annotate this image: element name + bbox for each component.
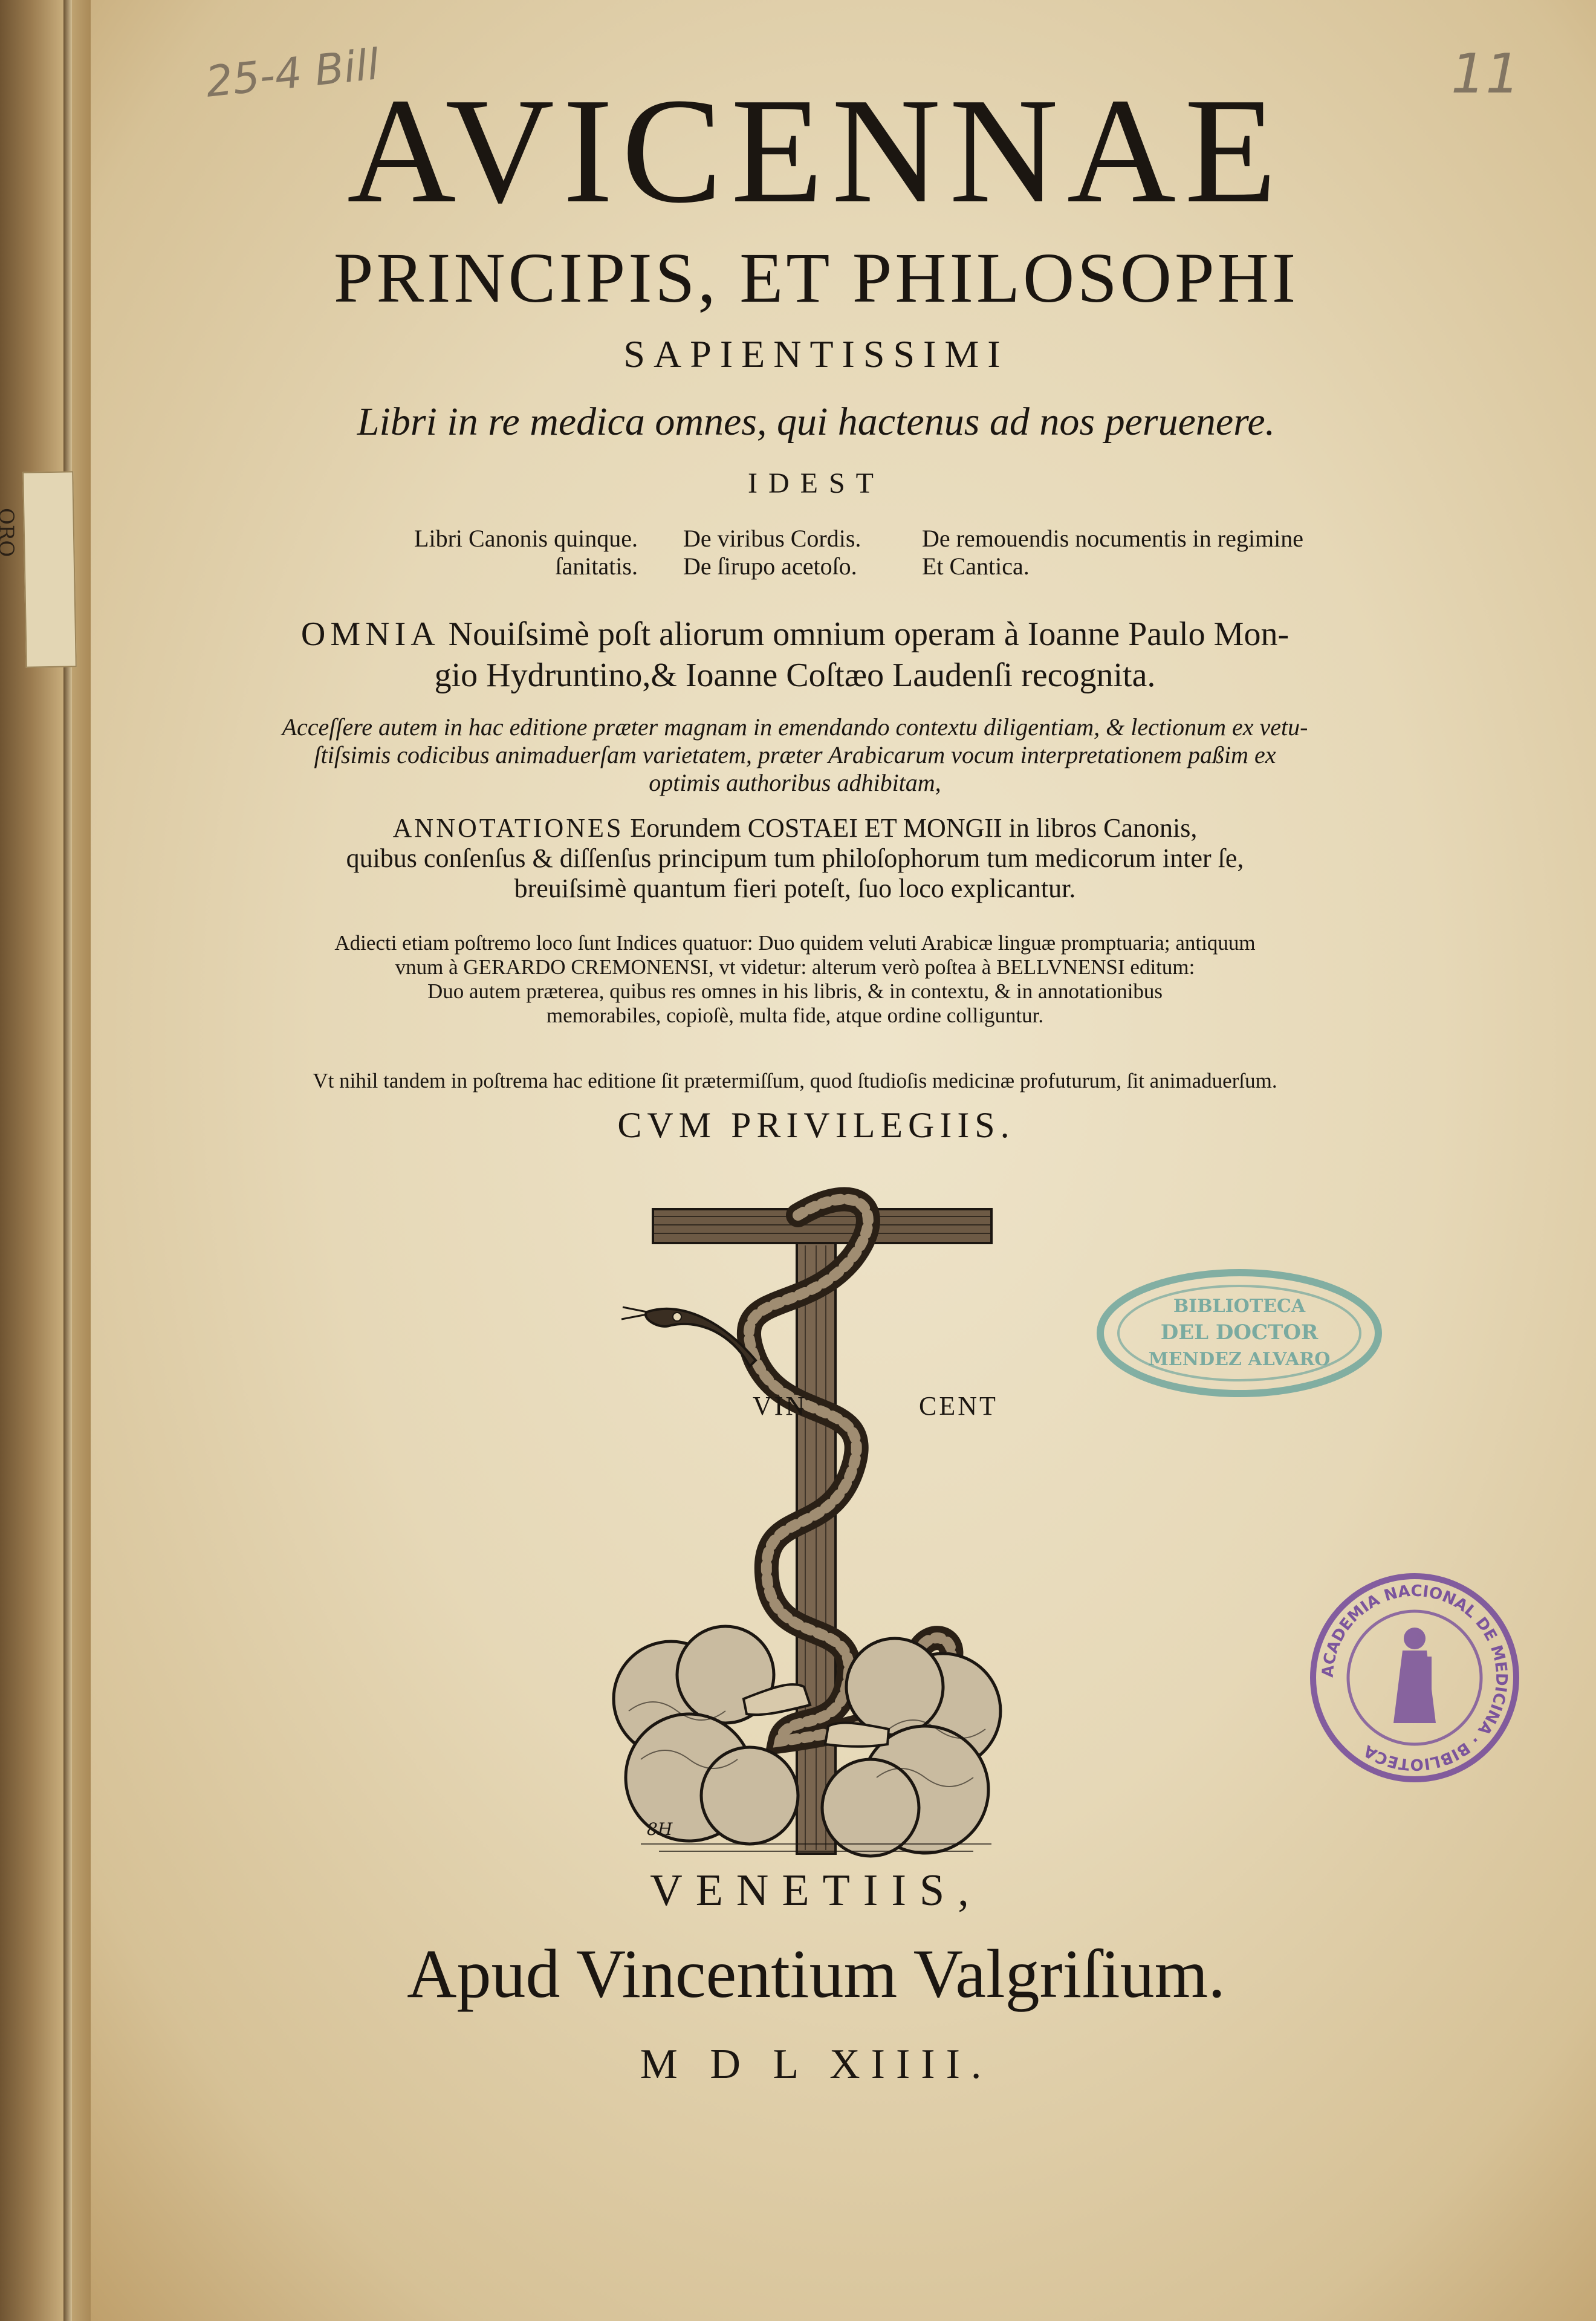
omnia-paragraph xyxy=(181,614,1409,696)
adiecti-line: vnum à GERARDO CREMONENSI, vt videtur: alterum verò poſtea à BELLVNENSI editum: xyxy=(395,955,1195,979)
contents-item: De viribus Cordis. xyxy=(683,525,861,552)
contents-item: ſanitatis. xyxy=(555,553,638,580)
spine-label xyxy=(22,471,77,667)
annotationes-lead: ANNOTATIONES xyxy=(392,813,624,843)
adiecti-line: Adiecti etiam poſtremo loco ſunt Indices quatuor: Duo quidem veluti Arabicæ linguæ promptuaria; antiquum xyxy=(334,931,1256,955)
title-main: AVICENNAE xyxy=(347,67,1285,235)
stamp-blue-line: MENDEZ ALVARO xyxy=(1148,1349,1331,1370)
book-binding xyxy=(0,0,91,2321)
omnia-line-2: gio Hydruntino,& Ioanne Coſtæo Laudenſi recognita. xyxy=(434,657,1156,694)
annotationes-paragraph xyxy=(181,813,1409,904)
adiecti-line: memorabiles, copioſè, multa fide, atque ordine colliguntur. xyxy=(546,1004,1044,1027)
device-motto-right: CENT xyxy=(919,1391,998,1421)
handwritten-shelfmark: 25-4 Bill xyxy=(203,39,381,107)
subtitle: Libri in re medica omnes, qui hactenus ad nos peruenere. xyxy=(357,400,1276,444)
title-line-2: PRINCIPIS, ET PHILOSOPHI xyxy=(333,238,1299,317)
vt-nihil-line: Vt nihil tandem in poſtrema hac editione ſit prætermiſſum, quod ſtudioſis medicinæ profuturum, ſit animaduerſum. xyxy=(313,1069,1277,1092)
contents-item: Et Cantica. xyxy=(922,553,1030,580)
printers-device-woodcut xyxy=(605,1167,1028,1862)
idest: IDEST xyxy=(748,467,884,499)
binding-edge xyxy=(63,0,72,2321)
omnia-lead: OMNIA xyxy=(300,615,440,653)
contents-item: De remouendis nocumentis in regimine xyxy=(922,525,1303,552)
accessere-line: Acceſſere autem in hac editione præter magnam in emendando contextu diligentiam, & lectionum ex vetu- xyxy=(282,713,1308,741)
privilegiis: CVM PRIVILEGIIS. xyxy=(617,1105,1015,1145)
device-monogram: 8H xyxy=(647,1819,673,1839)
handwritten-number: 11 xyxy=(1451,42,1520,106)
stamp-purple-text: ACADEMIA NACIONAL DE MEDICINA · BIBLIOTECA xyxy=(1319,1582,1511,1774)
contents-item: Libri Canonis quinque. xyxy=(414,525,638,552)
imprint-city: VENETIIS, xyxy=(650,1866,982,1915)
library-stamp-blue xyxy=(1091,1264,1387,1403)
accessere-line: optimis authoribus adhibitam, xyxy=(649,769,941,796)
stamp-blue-line: BIBLIOTECA xyxy=(1173,1296,1306,1317)
hand-right xyxy=(825,1723,889,1747)
stamp-blue-line: DEL DOCTOR xyxy=(1160,1320,1319,1345)
annotationes-line-2: quibus conſenſus & diſſenſus principum tum philoſophorum tum medicorum inter ſe, xyxy=(346,843,1244,873)
annotationes-line-1: Eorundem COSTAEI ET MONGII in libros Canonis, xyxy=(630,813,1198,843)
accessere-paragraph xyxy=(181,713,1409,797)
omnia-line-1: Nouiſsimè poſt aliorum omnium operam à Ioanne Paulo Mon- xyxy=(448,615,1289,653)
device-motto-left: VIN xyxy=(753,1391,808,1421)
contents-item: De ſirupo acetoſo. xyxy=(683,553,857,580)
stamp-figure-icon xyxy=(1393,1628,1436,1723)
contents-column-2 xyxy=(683,525,925,580)
academy-stamp-purple xyxy=(1306,1566,1523,1790)
accessere-line: ſtiſsimis codicibus animaduerſam varietatem, præter Arabicarum vocum interpretationem paßim ex xyxy=(314,741,1276,768)
imprint-printer: Apud Vincentium Valgriſium. xyxy=(407,1935,1225,2012)
contents-column-3 xyxy=(922,525,1345,580)
annotationes-line-3: breuiſsimè quantum fieri poteſt, ſuo loco explicantur. xyxy=(514,874,1076,903)
imprint-date: M D L XIIII. xyxy=(640,2041,993,2088)
spine-label-text xyxy=(0,508,18,532)
contents-column-1 xyxy=(384,525,638,580)
adiecti-line: Duo autem præterea, quibus res omnes in his libris, & in contextu, & in annotationibus xyxy=(427,979,1163,1003)
title-line-3: SAPIENTISSIMI xyxy=(623,333,1009,375)
adiecti-paragraph xyxy=(181,931,1409,1028)
